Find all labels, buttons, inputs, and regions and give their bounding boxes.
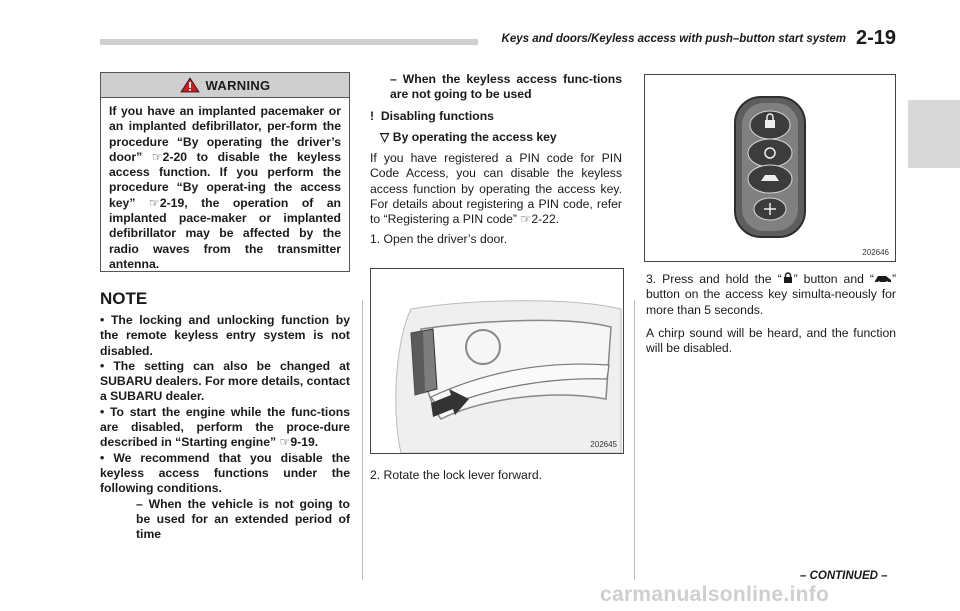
lock-icon [782,272,794,284]
figure-code: 202645 [590,440,617,449]
note-text-3: To start the engine while the func-tions are disabled, perform the proce-dure described in “Starting engine” [100,404,350,450]
reference-icon: ☞ [151,149,163,164]
instruction-paragraph [370,151,622,227]
door-handle-figure [370,268,624,454]
warning-text-3: , the operation of an implanted pace-maker or implanted defibrillator may be affected by the radio waves from the transmitter antenna. [109,195,341,271]
right-column [646,272,896,356]
access-key-figure [644,74,896,262]
note-text-4: We recommend that you disable the keyless access functions under the following conditions. [100,450,350,496]
warning-header [101,73,349,98]
result-paragraph: A chirp sound will be heard, and the function will be disabled. [646,325,896,356]
section-heading-text: Disabling functions [380,108,494,123]
note-item [100,451,350,497]
subsection-heading [370,130,622,145]
bullet-icon: • [100,404,105,419]
step-3 [646,272,896,318]
note-subitem-2: – When the keyless access func-tions are not going to be used [390,72,622,102]
instruction-ref: 2-22. [531,212,560,227]
reference-icon: ☞ [279,435,291,450]
access-key-illustration [645,75,895,261]
note-item [100,313,350,359]
note-body [100,313,350,542]
bullet-icon: • [100,358,105,373]
running-header: Keys and doors/Keyless access with push–button start system [501,33,846,45]
step-3-text-b: ” button and “ [793,272,874,286]
step-2-wrapper [370,468,622,483]
step-2: 2. Rotate the lock lever forward. [370,468,543,482]
warning-heading: WARNING [205,77,271,93]
warning-text-1: If you have an implanted pacemaker or an implanted defibrillator, per-form the procedure “By operating the driver’s door” [109,104,341,164]
warning-ref-1: 2-20 [162,149,188,164]
figure-code: 202646 [862,248,889,257]
subsection-mark-icon: ▽ [380,129,390,144]
door-handle-illustration [371,269,623,453]
step-1: 1. Open the driver’s door. [370,231,508,246]
continued-marker: – CONTINUED – [800,570,888,582]
reference-icon: ☞ [520,212,532,227]
bullet-icon: • [100,450,105,465]
column-divider [362,300,363,580]
middle-column [370,72,622,247]
warning-ref-2: 2-19 [159,195,185,210]
column-divider [634,300,635,580]
note-text-1: The locking and unlocking function by the remote keyless entry system is not disabled. [100,313,351,358]
section-mark-icon: ! [370,108,375,123]
step-3-text-a: 3. Press and hold the “ [646,272,782,286]
note-subitem: – When the vehicle is not going to be used for an extended period of time [136,496,350,542]
warning-text-2: to disable the keyless access function. If you perform the procedure “By operat-ing the access key” [109,149,341,210]
section-heading [370,109,622,124]
step-3-text-c: ” button on the access key simulta-neously for more than 5 seconds. [646,272,897,317]
subsection-heading-text: By operating the access key [392,129,557,144]
note-item [100,405,350,451]
header-rule [100,39,478,45]
warning-text [101,98,349,272]
note-text-2: The setting can also be changed at SUBARU dealers. For more details, contact a SUBARU dealer. [100,358,350,404]
page-number: 2-19 [856,27,897,49]
bullet-icon: • [100,313,105,327]
reference-icon: ☞ [148,195,160,210]
warning-box [100,72,350,272]
instruction-text: If you have registered a PIN code for PIN Code Access, you can disable the keyless access function by operating the access key. For details about registering a PIN code, refer to “Registering a PIN code” [370,151,622,227]
note-ref: 9-19. [290,435,319,450]
warning-triangle-icon [180,77,200,93]
trunk-icon [874,273,892,284]
chapter-tab [908,100,960,168]
note-item [100,359,350,405]
watermark: carmanualsonline.info [600,583,830,606]
note-title: NOTE [100,289,148,308]
